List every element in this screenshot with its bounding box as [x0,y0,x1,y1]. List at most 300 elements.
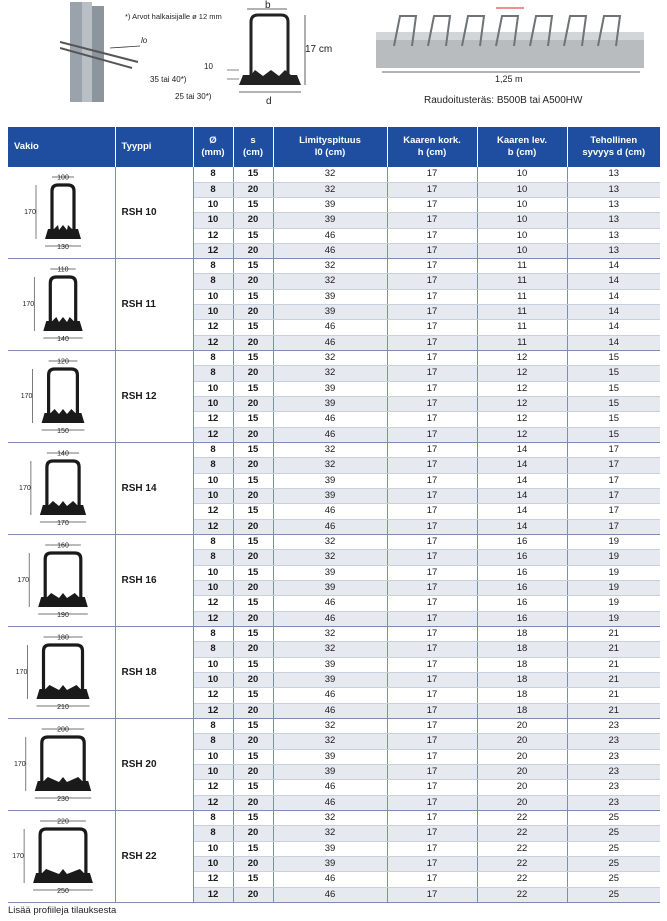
arc-height-cell: 17 [387,856,477,871]
diameter-cell: 12 [193,596,233,611]
arc-width-cell: 10 [477,243,567,258]
arc-width-cell: 11 [477,274,567,289]
spacing-cell: 15 [233,780,273,795]
arc-height-cell: 17 [387,412,477,427]
diameter-cell: 12 [193,519,233,534]
diameter-cell: 12 [193,688,233,703]
diameter-cell: 8 [193,259,233,274]
profile-shape-icon [11,259,111,345]
arc-height-cell: 17 [387,826,477,841]
effective-depth-cell: 23 [567,719,660,734]
top-dimension: 100 [57,174,70,182]
header-row [8,127,660,167]
spacing-cell: 20 [233,611,273,626]
bottom-dimension: 150 [57,428,70,435]
diameter-cell: 10 [193,565,233,580]
profile-diagram [8,443,115,535]
spacing-cell: 20 [233,335,273,350]
profile-section-figure [225,0,315,100]
spacing-cell: 15 [233,381,273,396]
arc-width-cell: 11 [477,304,567,319]
effective-depth-cell: 23 [567,764,660,779]
profile-shape-icon [11,811,111,897]
effective-depth-cell: 17 [567,458,660,473]
arc-height-cell: 17 [387,274,477,289]
arc-width-cell: 14 [477,443,567,458]
spacing-cell: 20 [233,366,273,381]
spacing-cell: 15 [233,412,273,427]
diameter-cell: 10 [193,856,233,871]
lap-length-cell: 46 [273,504,387,519]
footer-note: Lisää profiileja tilauksesta [8,905,117,916]
table-body [8,167,660,903]
col-syvyys: Tehollinen syvyys d (cm) [567,127,660,167]
top-dimension: 160 [57,542,70,550]
spacing-cell: 15 [233,259,273,274]
effective-depth-cell: 14 [567,304,660,319]
lap-length-cell: 32 [273,182,387,197]
arc-width-cell: 12 [477,412,567,427]
effective-depth-cell: 13 [567,167,660,182]
diameter-cell: 10 [193,289,233,304]
profile-diagram [8,259,115,351]
bottom-dimension: 130 [57,244,70,251]
effective-depth-cell: 17 [567,473,660,488]
arc-width-cell: 18 [477,688,567,703]
top-dimension: 120 [57,358,70,366]
arc-width-cell: 20 [477,734,567,749]
diameter-cell: 8 [193,734,233,749]
diameter-cell: 8 [193,535,233,550]
effective-depth-cell: 17 [567,488,660,503]
diameter-cell: 10 [193,213,233,228]
lap-length-cell: 32 [273,642,387,657]
arc-width-cell: 11 [477,259,567,274]
arc-width-cell: 12 [477,381,567,396]
arc-width-cell: 18 [477,627,567,642]
spacing-cell: 15 [233,443,273,458]
arc-width-cell: 16 [477,550,567,565]
effective-depth-cell: 25 [567,841,660,856]
arc-height-cell: 17 [387,519,477,534]
lap-length-cell: 39 [273,381,387,396]
lap-length-cell: 46 [273,887,387,902]
spacing-cell: 15 [233,473,273,488]
diameter-cell: 12 [193,412,233,427]
diameter-cell: 10 [193,198,233,213]
lap-length-cell: 39 [273,841,387,856]
effective-depth-cell: 14 [567,335,660,350]
arc-width-cell: 22 [477,887,567,902]
effective-depth-cell: 19 [567,565,660,580]
table-row [8,167,660,182]
effective-depth-cell: 25 [567,856,660,871]
arc-width-cell: 16 [477,611,567,626]
lap-length-cell: 46 [273,872,387,887]
effective-depth-cell: 21 [567,657,660,672]
arc-height-cell: 17 [387,764,477,779]
table-row [8,719,660,734]
spacing-cell: 15 [233,657,273,672]
lap-length-cell: 32 [273,826,387,841]
spacing-cell: 20 [233,642,273,657]
profile-shape-icon [11,719,111,805]
effective-depth-cell: 17 [567,519,660,534]
effective-depth-cell: 21 [567,642,660,657]
diameter-cell: 8 [193,642,233,657]
arc-width-cell: 18 [477,657,567,672]
diameter-cell: 10 [193,749,233,764]
effective-depth-cell: 15 [567,351,660,366]
arc-height-cell: 17 [387,672,477,687]
effective-depth-cell: 15 [567,427,660,442]
effective-depth-cell: 13 [567,213,660,228]
spacing-cell: 15 [233,596,273,611]
col-kaaren-lev: Kaaren lev. b (cm) [477,127,567,167]
lap-length-cell: 39 [273,396,387,411]
diameter-cell: 10 [193,473,233,488]
lap-length-cell: 46 [273,688,387,703]
arc-height-cell: 17 [387,688,477,703]
profile-diagram [8,627,115,719]
lap-length-cell: 39 [273,565,387,580]
arc-height-cell: 17 [387,565,477,580]
diameter-cell: 10 [193,381,233,396]
arc-height-cell: 17 [387,550,477,565]
lap-length-cell: 32 [273,811,387,826]
arc-width-cell: 22 [477,856,567,871]
diameter-cell: 10 [193,841,233,856]
dim-35-label: 35 tai 40*) [150,75,187,84]
arc-height-cell: 17 [387,811,477,826]
arc-height-cell: 17 [387,596,477,611]
lap-length-cell: 32 [273,443,387,458]
effective-depth-cell: 25 [567,826,660,841]
arc-width-cell: 22 [477,811,567,826]
side-dimension: 170 [21,393,33,400]
bottom-dimension: 140 [57,336,70,343]
profile-shape-icon [11,351,111,437]
col-tyyppi: Tyyppi [115,127,193,167]
lap-length-cell: 46 [273,611,387,626]
diameter-cell: 12 [193,427,233,442]
arc-width-cell: 16 [477,580,567,595]
arc-width-cell: 10 [477,182,567,197]
diameter-cell: 10 [193,764,233,779]
spacing-cell: 20 [233,304,273,319]
diameter-cell: 8 [193,811,233,826]
arc-width-cell: 22 [477,826,567,841]
effective-depth-cell: 21 [567,688,660,703]
lap-length-cell: 32 [273,167,387,182]
lap-length-cell: 39 [273,289,387,304]
effective-depth-cell: 19 [567,596,660,611]
arc-height-cell: 17 [387,289,477,304]
effective-depth-cell: 17 [567,504,660,519]
side-dimension: 170 [24,209,37,216]
arc-height-cell: 17 [387,657,477,672]
spacing-cell: 15 [233,872,273,887]
profile-diagram [8,167,115,259]
arc-width-cell: 10 [477,213,567,228]
profile-shape-icon [11,167,111,253]
arc-width-cell: 20 [477,719,567,734]
arc-height-cell: 17 [387,703,477,718]
spacing-cell: 15 [233,749,273,764]
effective-depth-cell: 19 [567,535,660,550]
diameter-cell: 8 [193,366,233,381]
type-cell: RSH 10 [115,167,193,259]
table-row [8,535,660,550]
diameter-cell: 8 [193,443,233,458]
arc-height-cell: 17 [387,611,477,626]
arc-height-cell: 17 [387,627,477,642]
arc-height-cell: 17 [387,213,477,228]
effective-depth-cell: 14 [567,320,660,335]
length-label: 1,25 m [495,74,523,84]
spacing-cell: 15 [233,504,273,519]
table-row [8,351,660,366]
arc-height-cell: 17 [387,243,477,258]
arc-height-cell: 17 [387,351,477,366]
type-cell: RSH 11 [115,259,193,351]
spacing-cell: 20 [233,764,273,779]
spacing-cell: 15 [233,320,273,335]
arc-width-cell: 20 [477,749,567,764]
effective-depth-cell: 14 [567,259,660,274]
steel-label: Raudoitusteräs: B500B tai A500HW [424,95,583,106]
arc-width-cell: 20 [477,795,567,810]
table-row [8,811,660,826]
spacing-cell: 20 [233,703,273,718]
dim-25-label: 25 tai 30*) [175,92,212,101]
lap-length-cell: 46 [273,228,387,243]
diameter-cell: 8 [193,458,233,473]
arc-height-cell: 17 [387,335,477,350]
diameter-cell: 10 [193,304,233,319]
lap-length-cell: 32 [273,259,387,274]
lap-length-cell: 39 [273,672,387,687]
top-dimension: 140 [57,450,70,458]
diameter-cell: 10 [193,657,233,672]
spacing-cell: 15 [233,289,273,304]
d-label: d [266,96,272,107]
diameter-cell: 10 [193,580,233,595]
lap-length-cell: 46 [273,412,387,427]
diameter-cell: 12 [193,795,233,810]
diameter-cell: 12 [193,872,233,887]
lap-length-cell: 46 [273,780,387,795]
product-photo [376,6,656,76]
table-row [8,627,660,642]
spec-table [8,127,660,903]
type-cell: RSH 16 [115,535,193,627]
arc-width-cell: 16 [477,535,567,550]
diameter-cell: 8 [193,826,233,841]
spacing-cell: 20 [233,243,273,258]
arc-width-cell: 14 [477,473,567,488]
diameter-cell: 12 [193,228,233,243]
effective-depth-cell: 13 [567,228,660,243]
spacing-cell: 20 [233,795,273,810]
col-kaaren-kork: Kaaren kork. h (cm) [387,127,477,167]
diameter-cell: 10 [193,672,233,687]
profile-diagram [8,535,115,627]
arc-height-cell: 17 [387,198,477,213]
effective-depth-cell: 25 [567,811,660,826]
spacing-cell: 20 [233,580,273,595]
arc-height-cell: 17 [387,320,477,335]
lap-length-cell: 46 [273,335,387,350]
col-limityspituus: Limityspituus l0 (cm) [273,127,387,167]
profile-diagram [8,351,115,443]
spacing-cell: 20 [233,458,273,473]
lap-length-cell: 39 [273,488,387,503]
effective-depth-cell: 19 [567,550,660,565]
arc-width-cell: 11 [477,320,567,335]
arc-height-cell: 17 [387,228,477,243]
spacing-cell: 20 [233,826,273,841]
arc-width-cell: 12 [477,366,567,381]
lap-length-cell: 46 [273,519,387,534]
side-dimension: 170 [15,669,28,676]
lap-length-cell: 39 [273,764,387,779]
side-dimension: 170 [14,761,26,768]
lap-length-cell: 32 [273,719,387,734]
arc-height-cell: 17 [387,504,477,519]
lap-length-cell: 32 [273,274,387,289]
diameter-cell: 12 [193,243,233,258]
lap-length-cell: 39 [273,580,387,595]
arc-width-cell: 10 [477,167,567,182]
arc-width-cell: 22 [477,841,567,856]
arc-height-cell: 17 [387,304,477,319]
spacing-cell: 20 [233,519,273,534]
arc-height-cell: 17 [387,259,477,274]
lap-length-cell: 32 [273,550,387,565]
diameter-cell: 12 [193,335,233,350]
diameter-cell: 10 [193,396,233,411]
effective-depth-cell: 15 [567,381,660,396]
spacing-cell: 15 [233,719,273,734]
effective-depth-cell: 15 [567,412,660,427]
effective-depth-cell: 23 [567,795,660,810]
spacing-cell: 20 [233,488,273,503]
lap-length-cell: 32 [273,535,387,550]
arc-height-cell: 17 [387,182,477,197]
spacing-cell: 15 [233,688,273,703]
diameter-cell: 12 [193,611,233,626]
arc-width-cell: 18 [477,672,567,687]
diameter-note: *) Arvot halkaisijalle ø 12 mm [125,12,222,21]
arc-width-cell: 11 [477,289,567,304]
arc-width-cell: 14 [477,488,567,503]
arc-height-cell: 17 [387,734,477,749]
top-dimension: 180 [57,634,70,642]
effective-depth-cell: 23 [567,749,660,764]
arc-height-cell: 17 [387,642,477,657]
bottom-dimension: 190 [57,612,70,619]
type-cell: RSH 14 [115,443,193,535]
effective-depth-cell: 19 [567,580,660,595]
effective-depth-cell: 14 [567,289,660,304]
col-vakio: Vakio [8,127,115,167]
effective-depth-cell: 13 [567,243,660,258]
profile-diagram [8,719,115,811]
arc-height-cell: 17 [387,458,477,473]
top-dimension: 200 [57,726,70,734]
effective-depth-cell: 13 [567,182,660,197]
arc-height-cell: 17 [387,887,477,902]
lap-length-cell: 39 [273,198,387,213]
arc-width-cell: 14 [477,519,567,534]
arc-height-cell: 17 [387,535,477,550]
arc-height-cell: 17 [387,427,477,442]
type-cell: RSH 12 [115,351,193,443]
profile-diagram [8,811,115,903]
arc-width-cell: 20 [477,764,567,779]
lap-length-cell: 46 [273,703,387,718]
lap-length-cell: 46 [273,795,387,810]
lap-length-cell: 32 [273,351,387,366]
spacing-cell: 15 [233,228,273,243]
arc-width-cell: 18 [477,642,567,657]
arc-height-cell: 17 [387,167,477,182]
effective-depth-cell: 25 [567,872,660,887]
arc-width-cell: 10 [477,228,567,243]
lap-length-cell: 46 [273,320,387,335]
bottom-dimension: 250 [57,888,70,895]
spacing-cell: 15 [233,351,273,366]
effective-depth-cell: 13 [567,198,660,213]
diameter-cell: 12 [193,887,233,902]
arc-height-cell: 17 [387,872,477,887]
bottom-dimension: 210 [57,704,70,711]
arc-height-cell: 17 [387,841,477,856]
spacing-cell: 20 [233,887,273,902]
h-label: 17 cm [305,44,333,55]
effective-depth-cell: 21 [567,672,660,687]
effective-depth-cell: 15 [567,396,660,411]
lap-length-cell: 39 [273,304,387,319]
lo-label: lo [141,36,148,45]
diameter-cell: 8 [193,274,233,289]
bottom-dimension: 230 [57,796,70,803]
effective-depth-cell: 19 [567,611,660,626]
spacing-cell: 20 [233,274,273,289]
lap-length-cell: 32 [273,734,387,749]
lap-length-cell: 32 [273,366,387,381]
arc-height-cell: 17 [387,488,477,503]
arc-width-cell: 22 [477,872,567,887]
effective-depth-cell: 23 [567,734,660,749]
arc-height-cell: 17 [387,580,477,595]
arc-width-cell: 16 [477,565,567,580]
lap-length-cell: 39 [273,657,387,672]
side-dimension: 170 [12,853,25,860]
arc-height-cell: 17 [387,396,477,411]
arc-height-cell: 17 [387,443,477,458]
top-figures [0,0,667,128]
effective-depth-cell: 14 [567,274,660,289]
spacing-cell: 20 [233,396,273,411]
diameter-cell: 12 [193,703,233,718]
spacing-cell: 20 [233,734,273,749]
lap-length-cell: 39 [273,473,387,488]
dim-10-label: 10 [204,62,213,71]
arc-height-cell: 17 [387,795,477,810]
profile-shape-icon [11,443,111,529]
